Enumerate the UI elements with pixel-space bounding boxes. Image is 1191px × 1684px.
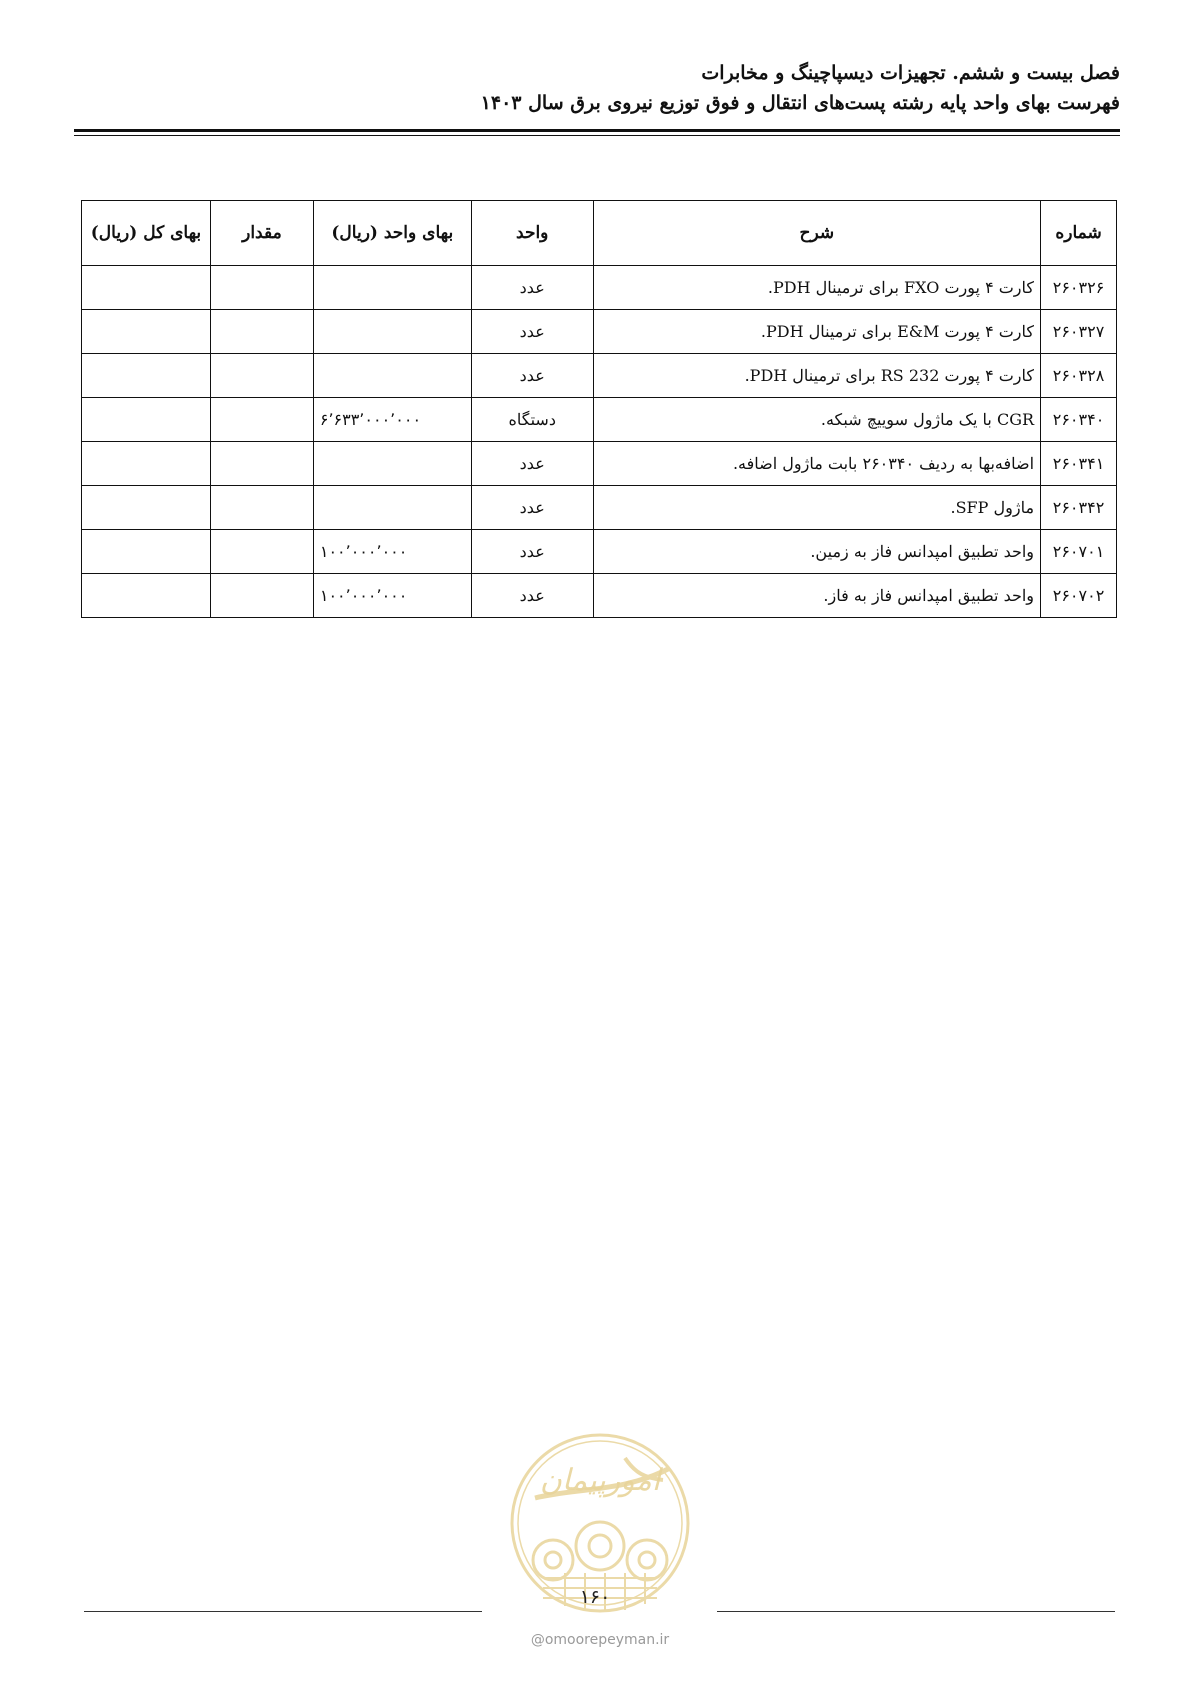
table-row [82, 398, 1117, 442]
cell-description: اضافه‌بها به ردیف ۲۶۰۳۴۰ بابت ماژول اضافه. [593, 442, 1040, 486]
cell-total-price [82, 574, 211, 618]
site-watermark-text: @omoorepeyman.ir [530, 1632, 670, 1648]
price-list-table [81, 200, 1117, 618]
cell-description: کارت ۴ پورت FXO برای ترمینال PDH. [593, 266, 1040, 310]
cell-quantity [210, 442, 313, 486]
cell-description: CGR با یک ماژول سوییچ شبکه. [593, 398, 1040, 442]
footer-divider-right [717, 1611, 1115, 1612]
cell-unit: عدد [471, 310, 593, 354]
cell-number: ۲۶۰۳۴۱ [1041, 442, 1117, 486]
table-row [82, 530, 1117, 574]
cell-quantity [210, 310, 313, 354]
page-number: ۱۶۰ [579, 1586, 611, 1608]
cell-quantity [210, 486, 313, 530]
cell-number: ۲۶۰۷۰۲ [1041, 574, 1117, 618]
header-quantity: مقدار [210, 201, 313, 266]
header-description: شرح [593, 201, 1040, 266]
table-row [82, 354, 1117, 398]
cell-unit: عدد [471, 486, 593, 530]
page-header [74, 58, 1120, 118]
cell-total-price [82, 486, 211, 530]
cell-quantity [210, 266, 313, 310]
footer-divider-left [84, 1611, 482, 1612]
cell-quantity [210, 574, 313, 618]
cell-unit-price: ۶٬۶۳۳٬۰۰۰٬۰۰۰ [313, 398, 471, 442]
cell-total-price [82, 310, 211, 354]
cell-unit-price: ۱۰۰٬۰۰۰٬۰۰۰ [313, 574, 471, 618]
cell-description: واحد تطبیق امپدانس فاز به زمین. [593, 530, 1040, 574]
cell-unit-price: ۱۰۰٬۰۰۰٬۰۰۰ [313, 530, 471, 574]
cell-unit-price [313, 486, 471, 530]
cell-unit: عدد [471, 574, 593, 618]
cell-number: ۲۶۰۷۰۱ [1041, 530, 1117, 574]
cell-quantity [210, 354, 313, 398]
document-title: فهرست بهای واحد پایه رشته پست‌های انتقال و فوق توزیع نیروی برق سال ۱۴۰۳ [480, 92, 1120, 114]
table-row [82, 266, 1117, 310]
cell-unit-price [313, 442, 471, 486]
table-header-row [82, 201, 1117, 266]
cell-number: ۲۶۰۳۴۰ [1041, 398, 1117, 442]
cell-unit: عدد [471, 354, 593, 398]
cell-number: ۲۶۰۳۲۸ [1041, 354, 1117, 398]
cell-description: واحد تطبیق امپدانس فاز به فاز. [593, 574, 1040, 618]
watermark-logo-text: امورپیمان [539, 1463, 661, 1498]
cell-total-price [82, 530, 211, 574]
cell-unit: عدد [471, 442, 593, 486]
table-row [82, 442, 1117, 486]
cell-description: کارت ۴ پورت RS 232 برای ترمینال PDH. [593, 354, 1040, 398]
cell-total-price [82, 354, 211, 398]
header-total-price: بهای کل (ریال) [82, 201, 211, 266]
header-unit: واحد [471, 201, 593, 266]
cell-unit-price [313, 310, 471, 354]
cell-unit-price [313, 266, 471, 310]
cell-number: ۲۶۰۳۲۶ [1041, 266, 1117, 310]
header-divider-thick [74, 129, 1120, 132]
cell-number: ۲۶۰۳۲۷ [1041, 310, 1117, 354]
cell-description: ماژول SFP. [593, 486, 1040, 530]
header-number: شماره [1041, 201, 1117, 266]
cell-quantity [210, 398, 313, 442]
table-row [82, 310, 1117, 354]
cell-unit: دستگاه [471, 398, 593, 442]
cell-number: ۲۶۰۳۴۲ [1041, 486, 1117, 530]
cell-unit-price [313, 354, 471, 398]
header-unit-price: بهای واحد (ریال) [313, 201, 471, 266]
cell-unit: عدد [471, 530, 593, 574]
cell-total-price [82, 266, 211, 310]
header-divider-thin [74, 135, 1120, 136]
cell-total-price [82, 398, 211, 442]
cell-description: کارت ۴ پورت E&M برای ترمینال PDH. [593, 310, 1040, 354]
chapter-title: فصل بیست و ششم. تجهیزات دیسپاچینگ و مخابرات [701, 62, 1120, 84]
cell-quantity [210, 530, 313, 574]
cell-unit: عدد [471, 266, 593, 310]
table-row [82, 486, 1117, 530]
table-row [82, 574, 1117, 618]
cell-total-price [82, 442, 211, 486]
